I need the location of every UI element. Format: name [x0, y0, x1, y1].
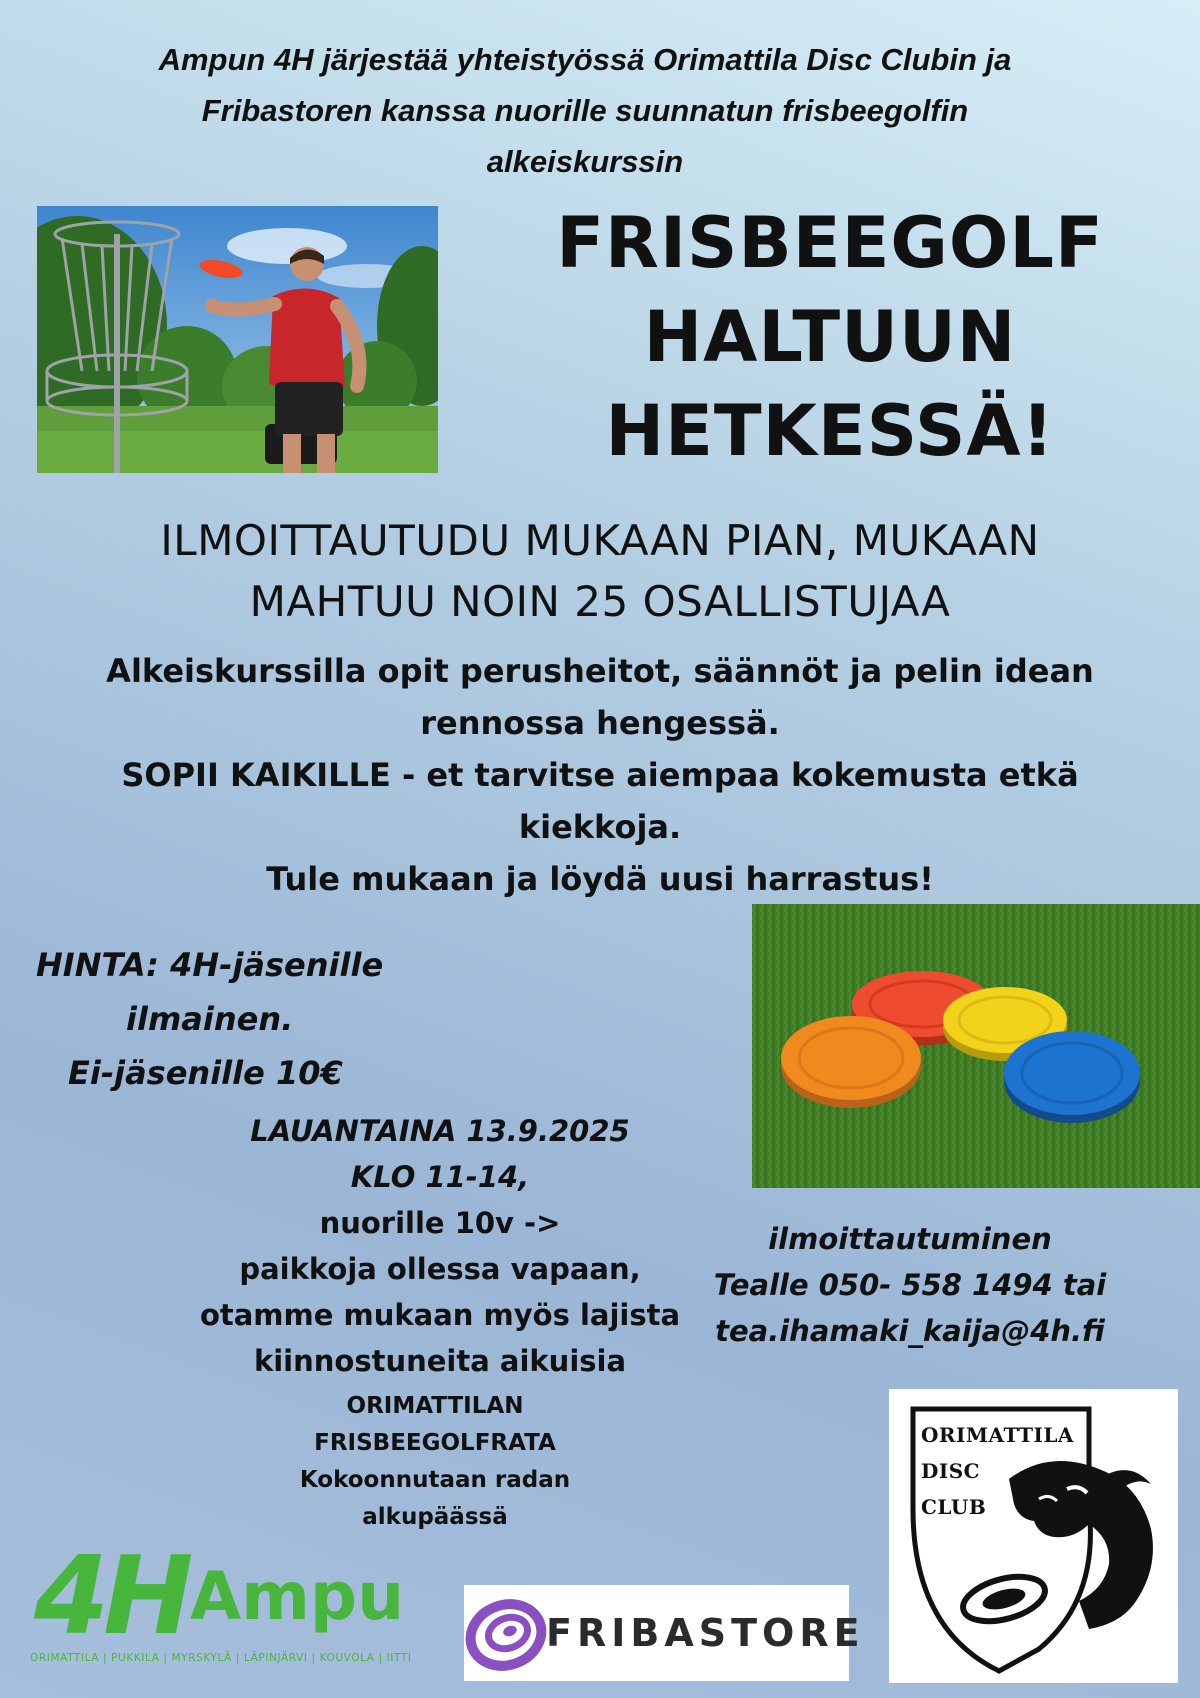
price-info — [36, 938, 456, 1100]
4h-logo-mark: 4H — [34, 1534, 188, 1659]
event-date: LAUANTAINA 13.9.2025 — [250, 1114, 630, 1148]
description-line: kiekkoja. — [518, 808, 682, 846]
price-line-free: ilmainen. — [126, 1000, 294, 1038]
ampu-logo-towns: ORIMATTILA | PUKKILA | MYRSKYLÄ | LÄPINJÄRVI | KOUVOLA | IITTI — [30, 1652, 412, 1664]
signup-line: MAHTUU NOIN 25 OSALLISTUJAA — [249, 577, 951, 626]
course-description — [60, 645, 1140, 905]
4h-ampu-logo — [30, 1534, 430, 1670]
location-line: ORIMATTILAN — [346, 1393, 524, 1419]
headline-line: HALTUUN — [643, 296, 1017, 378]
orimattila-disc-club-logo — [889, 1389, 1178, 1683]
disc-golf-player-photo — [37, 206, 438, 473]
location-line: FRISBEEGOLFRATA — [314, 1430, 556, 1456]
description-line: rennossa hengessä. — [420, 704, 780, 742]
event-info — [170, 1108, 710, 1384]
odc-name-line3: CLUB — [921, 1495, 987, 1519]
event-time: KLO 11-14, — [350, 1160, 530, 1194]
location-line: alkupäässä — [362, 1504, 508, 1530]
event-age: nuorille 10v -> — [319, 1206, 561, 1240]
intro-text — [60, 34, 1110, 187]
location-line: Kokoonnutaan radan — [299, 1467, 571, 1493]
headline-line: HETKESSÄ! — [605, 390, 1055, 472]
headline — [470, 196, 1190, 478]
price-line-members: HINTA: 4H-jäsenille — [36, 946, 384, 984]
intro-line: alkeiskurssin — [486, 144, 684, 179]
event-note-line: otamme mukaan myös lajista — [199, 1298, 681, 1332]
description-line: SOPII KAIKILLE - et tarvitse aiempaa kokemusta etkä — [121, 756, 1079, 794]
disc-icon — [464, 1591, 550, 1677]
contact-heading: ilmoittautuminen — [768, 1222, 1052, 1256]
fribastore-name: FRIBASTORE — [546, 1611, 865, 1655]
price-line-nonmembers: Ei-jäsenille 10€ — [68, 1054, 343, 1092]
description-line: Tule mukaan ja löydä uusi harrastus! — [266, 860, 934, 898]
contact-phone: Tealle 050- 558 1494 tai — [713, 1268, 1107, 1302]
odc-name-line1: ORIMATTILA — [921, 1423, 1074, 1447]
intro-line: Fribastoren kanssa nuorille suunnatun frisbeegolfin — [201, 93, 969, 128]
ampu-logo-name: Ampu — [190, 1558, 405, 1635]
headline-line: FRISBEEGOLF — [556, 202, 1104, 284]
description-line: Alkeiskurssilla opit perusheitot, säännöt ja pelin idean — [106, 652, 1094, 690]
signup-line: ILMOITTAUTUDU MUKAAN PIAN, MUKAAN — [160, 516, 1040, 565]
event-location — [230, 1388, 640, 1536]
signup-callout — [30, 510, 1170, 632]
contact-email: tea.ihamaki_kaija@4h.fi — [715, 1314, 1105, 1348]
discs-on-grass-photo — [752, 904, 1200, 1188]
odc-name-line2: DISC — [921, 1459, 981, 1483]
event-note-line: paikkoja ollessa vapaan, — [239, 1252, 641, 1286]
registration-contact — [700, 1216, 1120, 1354]
event-note-line: kiinnostuneita aikuisia — [253, 1344, 627, 1378]
fribastore-logo — [464, 1585, 865, 1681]
intro-line: Ampun 4H järjestää yhteistyössä Orimattila Disc Clubin ja — [158, 42, 1012, 77]
